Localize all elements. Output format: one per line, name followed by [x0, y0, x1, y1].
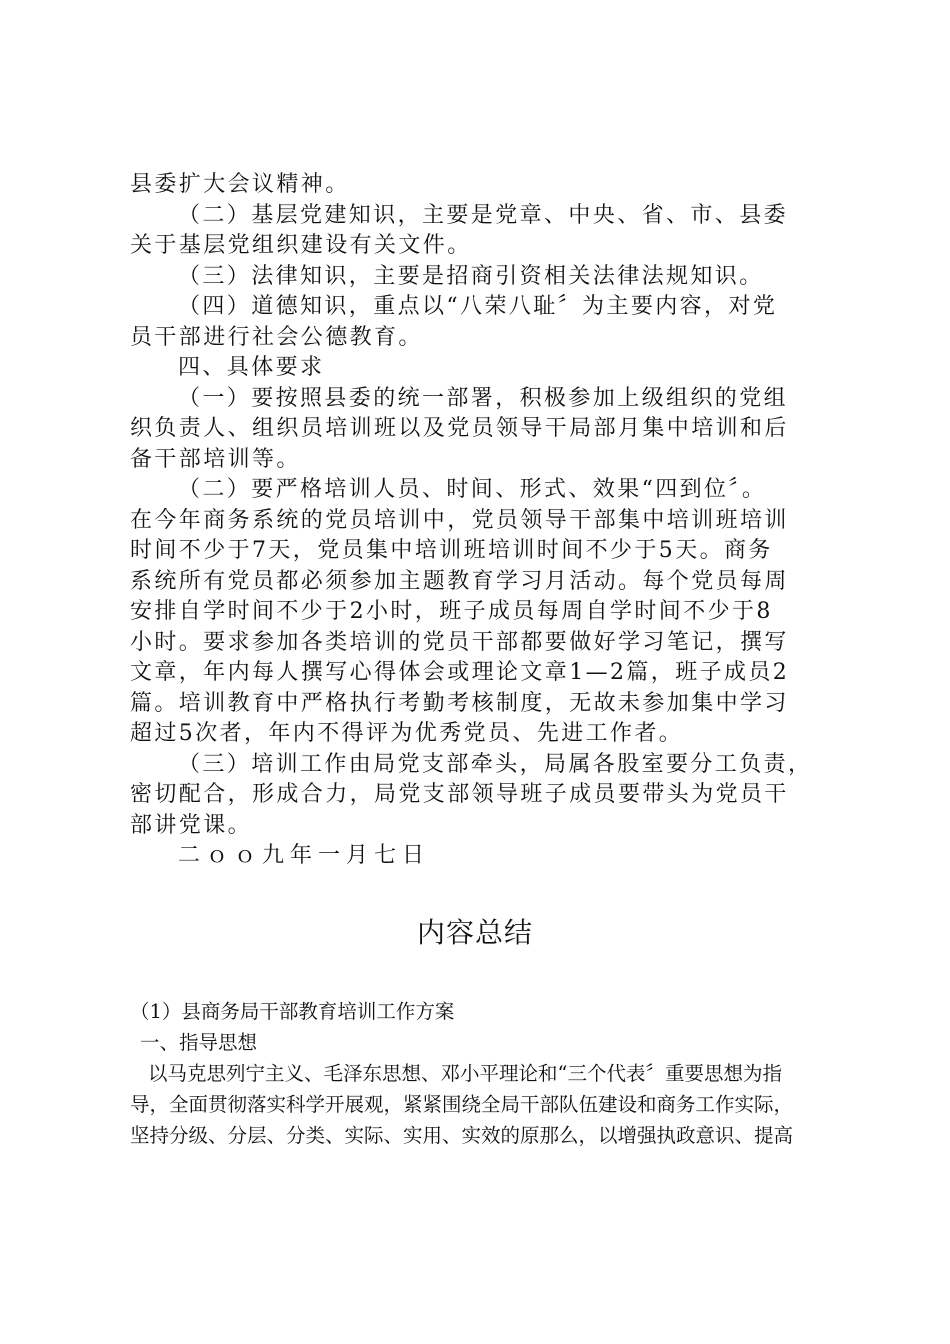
summary-subheading: 一、指导思想 — [140, 1031, 258, 1054]
text-line: 员干部进行社会公德教育。 — [130, 324, 423, 350]
text-line: 篇。培训教育中严格执行考勤考核制度，无故未参加集中学习 — [130, 690, 789, 716]
section-heading: 四、具体要求 — [178, 355, 325, 380]
text-line: （四）道德知识，重点以“八荣八耻〞为主要内容，对党 — [178, 294, 778, 319]
text-line: 时间不少于7天，党员集中培训班培训时间不少于5天。商务 — [130, 538, 773, 563]
text-line: （二）基层党建知识，主要是党章、中央、省、市、县委 — [178, 202, 789, 228]
text-line: 小时。要求参加各类培训的党员干部都要做好学习笔记，撰写 — [130, 629, 789, 655]
text-line: 关于基层党组织建设有关文件。 — [130, 233, 472, 258]
text-line: （二）要严格培训人员、时间、形式、效果“四到位〞。 — [178, 477, 767, 502]
text-line: 密切配合，形成合力，局党支部领导班子成员要带头为党员干 — [130, 782, 789, 807]
summary-text-line: 以马克思列宁主义、毛泽东思想、邓小平理论和“三个代表〞重要思想为指 — [148, 1062, 782, 1085]
text-line: （三）法律知识，主要是招商引资相关法律法规知识。 — [178, 263, 764, 289]
summary-section — [130, 996, 830, 1151]
summary-heading: （1）县商务局干部教育培训工作方案 — [130, 1000, 455, 1023]
text-line: 安排自学时间不少于2小时，班子成员每周自学时间不少于8 — [130, 599, 773, 624]
body-text — [130, 170, 820, 872]
text-line: 备干部培训等。 — [130, 446, 301, 472]
text-line: （一）要按照县委的统一部署，积极参加上级组织的党组 — [178, 385, 789, 411]
text-line: 超过5次者，年内不得评为优秀党员、先进工作者。 — [130, 721, 684, 746]
text-line: 文章，年内每人撰写心得体会或理论文章1—2篇，班子成员2 — [130, 660, 790, 685]
text-line: 在今年商务系统的党员培训中，党员领导干部集中培训班培训 — [130, 507, 789, 533]
text-line: 部讲党课。 — [130, 812, 253, 838]
document-date: 二ｏｏ九年一月七日 — [178, 843, 431, 868]
text-line: 县委扩大会议精神。 — [130, 172, 350, 197]
text-line: （三）培训工作由局党支部牵头，局属各股室要分工负责， — [178, 751, 813, 777]
text-line: 系统所有党员都必须参加主题教育学习月活动。每个党员每周 — [130, 568, 789, 594]
summary-title: 内容总结 — [416, 916, 533, 949]
text-line: 织负责人、组织员培训班以及党员领导干局部月集中培训和后 — [130, 416, 789, 441]
summary-text-line: 坚持分级、分层、分类、实际、实用、实效的原那么，以增强执政意识、提高 — [130, 1124, 794, 1147]
summary-text-line: 导，全面贯彻落实科学开展观，紧紧围绕全局干部队伍建设和商务工作实际， — [130, 1093, 794, 1116]
